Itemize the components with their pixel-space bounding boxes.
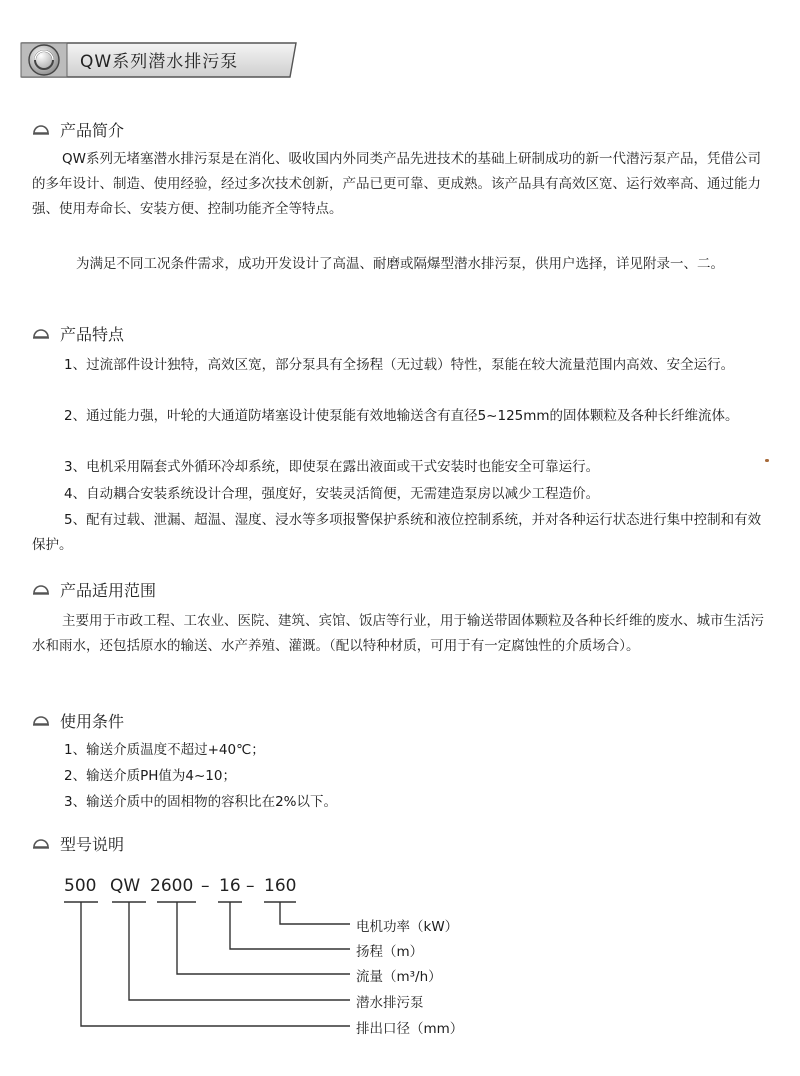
section-title: 产品简介 xyxy=(60,120,125,140)
scope-paragraph: 主要用于市政工程、工农业、医院、建筑、宾馆、饭店等行业，用于输送带固体颗粒及各种长纤维的废水、城市生活污水和雨水，还包括原水的输送、水产养殖、灌溉。（配以特种材质，可用于有一定腐蚀性的介质场合）。 xyxy=(32,613,764,654)
feature-number: 3、 xyxy=(64,459,87,475)
document-title: QW系列潜水排污泵 xyxy=(80,52,239,72)
intro-paragraph-1: QW系列无堵塞潜水排污泵是在消化、吸收国内外同类产品先进技术的基础上研制成功的新一代潜污泵产品，凭借公司的多年设计、制造、使用经验，经过多次技术创新，产品已更可靠、更成熟。该产品具有高效区宽、运行效率高、通过能力强、使用寿命长、安装方便、控制功能齐全等特点。 xyxy=(32,151,761,217)
feature-text: 自动耦合安装系统设计合理，强度好，安装灵活简便，无需建造泵房以减少工程造价。 xyxy=(86,486,600,502)
feature-text: 电机采用隔套式外循环冷却系统，即使泵在露出液面或干式安装时也能安全可靠运行。 xyxy=(86,459,600,475)
model-part-diameter: 500 xyxy=(64,876,97,896)
feature-number: 4、 xyxy=(64,486,87,502)
feature-number: 1、 xyxy=(64,357,87,373)
intro-paragraph-2: 为满足不同工况条件需求，成功开发设计了高温、耐磨或隔爆型潜水排污泵，供用户选择，详见附录一、二。 xyxy=(76,256,724,272)
model-part-power: 160 xyxy=(264,876,297,896)
model-part-head: 16 xyxy=(219,876,241,896)
condition-item-1: 1、输送介质温度不超过+40℃； xyxy=(64,742,265,758)
legend-flow: 流量（m³/h） xyxy=(356,969,442,985)
feature-number: 2、 xyxy=(64,408,87,424)
condition-item-3: 3、输送介质中的固相物的容积比在2%以下。 xyxy=(64,794,338,810)
section-title: 使用条件 xyxy=(60,711,125,731)
feature-text: 配有过载、泄漏、超温、湿度、浸水等多项报警保护系统和液位控制系统，并对各种运行状态进行集中控制和有效保护。 xyxy=(32,512,762,553)
legend-power: 电机功率（kW） xyxy=(356,919,459,935)
legend-head: 扬程（m） xyxy=(356,944,424,960)
section-title: 产品特点 xyxy=(60,324,125,344)
model-separator: – xyxy=(246,876,255,896)
model-part-flow: 2600 xyxy=(150,876,194,896)
feature-number: 5、 xyxy=(64,512,87,528)
model-part-type: QW xyxy=(110,876,141,896)
section-title: 型号说明 xyxy=(60,834,125,854)
model-separator: – xyxy=(201,876,210,896)
condition-item-2: 2、输送介质PH值为4~10； xyxy=(64,768,236,784)
section-title: 产品适用范围 xyxy=(60,580,157,600)
legend-diameter: 排出口径（mm） xyxy=(356,1021,464,1037)
legend-type: 潜水排污泵 xyxy=(356,995,424,1011)
feature-text: 通过能力强，叶轮的大通道防堵塞设计使泵能有效地输送含有直径5~125mm的固体颗粒及各种长纤维流体。 xyxy=(86,408,739,424)
feature-text: 过流部件设计独特，高效区宽，部分泵具有全扬程（无过载）特性，泵能在较大流量范围内高效、安全运行。 xyxy=(86,357,735,373)
